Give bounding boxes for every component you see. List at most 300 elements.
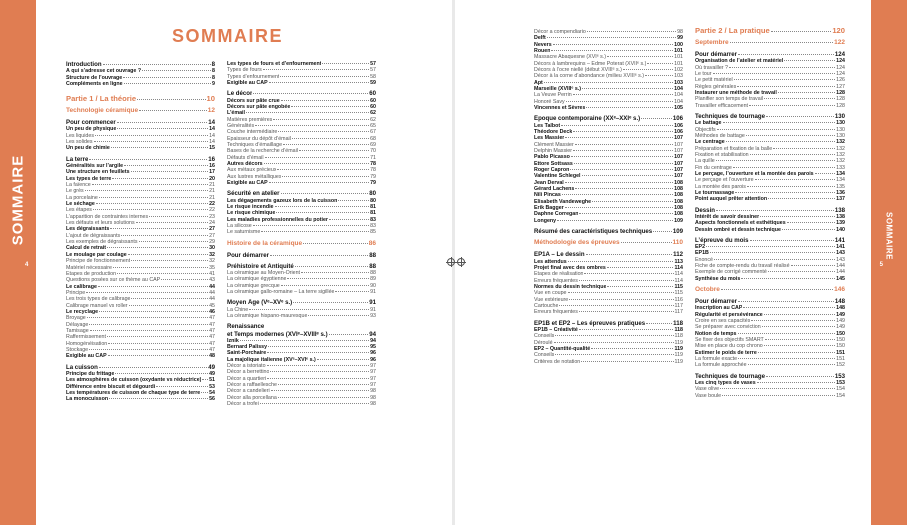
dot-leader [201,392,208,393]
toc-page-number: 115 [674,283,683,290]
toc-entry-title: Décor a istoriato [227,363,266,370]
toc-entry-title: La quille [695,158,715,165]
toc-entry-title: Principe [66,289,86,296]
dot-leader [787,222,836,223]
dot-leader [647,63,673,64]
dot-leader [281,100,369,101]
dot-leader [89,159,207,160]
toc-entry-title: Fiche de compte-rendu du travail réalisé [695,263,790,270]
dot-leader [269,82,369,83]
toc-entry-title: Projet final avec des ombres [534,264,606,271]
toc-entry-title: Décor a candelieri [227,388,270,395]
toc-entry-title: La céramique grecque [227,282,280,289]
toc-entry-title: Renaissance [227,323,265,331]
toc-page-number: 98 [370,394,376,401]
dot-leader [111,147,208,148]
toc-page-number: 97 [370,363,376,370]
toc-page-number: 78 [370,167,376,174]
toc-page-number: 96 [370,350,376,357]
toc-entry-title: Aux métaux précieux [227,167,277,174]
toc-page-number: 14 [209,132,215,139]
toc-entry-title: Pour démarrer [695,298,737,306]
toc-page-number: 108 [674,211,683,218]
toc-page-number: 80 [369,190,376,198]
toc-entry-title: Vase olive [695,386,720,393]
dot-leader [87,317,208,318]
toc-entry-title: La céramique gallo-romaine – La terre sigillée [227,289,335,296]
toc-page-number: 148 [836,305,845,312]
section-heading [534,320,683,327]
toc-entry-title: Aux lustres métalliques [227,173,282,180]
toc-page-number: 124 [836,58,845,65]
dot-leader [757,382,836,383]
dot-leader [85,190,208,191]
dot-leader [764,345,835,346]
toc-page-number: 96 [370,356,376,363]
dot-leader [555,354,673,355]
toc-entry-title: Pablo Picasso [534,154,570,161]
toc-page-number: 32 [209,251,215,258]
toc-entry-title: Pour démarrer [695,51,737,58]
toc-entry-title: Les Talbot [534,122,561,129]
dot-leader [773,148,835,149]
toc-page-number: 79 [370,173,376,180]
dot-leader [110,228,208,229]
dot-leader [750,154,836,155]
toc-page-number: 113 [674,258,683,265]
dot-leader [98,286,208,287]
toc-entry-title: Conseils [534,333,555,340]
dot-leader [722,395,835,396]
toc-page-number: 47 [209,340,215,347]
toc-page-number: 65 [370,122,376,129]
toc-entry-title: Le perçage et l’ouverture [695,177,754,184]
dot-leader [559,305,673,306]
dot-leader [747,186,835,187]
toc-page-number: 132 [836,158,845,165]
dot-leader [246,112,369,113]
toc-page-number: 97 [370,375,376,382]
dot-leader [136,222,208,223]
dot-leader [283,144,369,145]
toc-entry-title: Les types de terre [66,175,112,182]
toc-page-number: 124 [834,51,845,58]
dot-leader [338,200,369,201]
toc-page-number: 132 [836,139,845,146]
dot-leader [607,267,674,268]
toc-entry-title: Calcul de retrait [66,245,107,252]
toc-page-number: 93 [370,312,376,319]
toc-entry-title: Longeny [534,217,557,224]
dot-leader [738,54,834,55]
toc-entry [66,145,215,151]
toc-page-number: 136 [836,189,845,196]
toc-entry-title: Délayage [66,321,89,328]
toc-page-number: 88 [370,270,376,277]
toc-entry-title: Iznik [227,337,239,344]
toc-entry-title: L’épreuve du mois [695,236,749,244]
registration-mark-icon [447,258,455,266]
dot-leader [161,279,208,280]
toc-entry-title: Ettore Sottsass [534,160,573,167]
toc-entry-title: Les attendus [534,258,567,265]
toc-page-number: 47 [209,321,215,328]
toc-page-number: 143 [836,256,845,263]
toc-page-number: 23 [209,213,215,220]
section-heading [227,90,376,97]
section-heading [534,251,683,258]
dot-leader [743,307,835,308]
chapter-heading [534,239,683,247]
toc-page-number: 154 [836,386,845,393]
toc-entry-title: Décor a quartieri [227,375,267,382]
toc-page-number: 94 [369,330,376,338]
dot-leader [717,129,836,130]
toc-page-number: 60 [369,90,376,98]
toc-page-number: 68 [370,135,376,142]
toc-entry-title: Homogénéisation [66,340,108,347]
left-page-number: 4 [25,262,29,268]
toc-page-number: 117 [674,302,683,309]
dot-leader [607,286,673,287]
toc-page-number: 57 [370,61,376,67]
toc-entry [534,105,683,111]
toc-page-number: 107 [674,160,683,167]
dot-leader [103,64,211,65]
toc-page-number: 69 [370,141,376,148]
toc-page-number: 150 [836,337,845,344]
dot-leader [117,273,208,274]
section-heading [66,156,215,163]
toc-page-number: 20 [209,175,215,182]
toc-entry-title: Décor à la corne d’abondance (milieu XVIIIᵉ s.) [534,73,645,80]
dot-leader [735,192,835,193]
toc-page-number: 8 [212,74,215,81]
dot-leader [579,213,673,214]
toc-entry-title: Le risque chimique [227,210,276,217]
toc-entry-title: L’apparition de contraintes internes [66,213,149,220]
toc-entry-title: Le petit matériel [695,77,733,84]
dot-leader [575,188,673,189]
toc-page-number: 21 [209,182,215,189]
toc-entry-title: Erreurs fréquentes [534,277,578,284]
dot-leader [726,141,835,142]
toc-entry-title: Un peu de physique [66,126,117,133]
toc-entry-title: La porcelaine [66,194,98,201]
toc-page-number: 83 [370,222,376,229]
toc-entry-title: Méthodes de battage [695,132,745,139]
left-page [0,0,452,525]
toc-column-1 [66,61,215,403]
toc-page-number: 21 [209,188,215,195]
toc-entry-title: Erreurs fréquentes [534,309,578,316]
dot-leader [586,254,673,255]
dot-leader [762,326,835,327]
dot-leader [109,398,208,399]
dot-leader [271,390,369,391]
toc-page-number: 114 [674,264,683,271]
section-heading [66,61,215,68]
toc-entry-title: Les défauts et leurs solutions [66,220,135,227]
section-heading [534,228,683,235]
toc-page-number: 97 [370,369,376,376]
toc-entry-title: Fixation et stabilisation [695,151,749,158]
toc-entry-title: Vase boule [695,392,722,399]
toc-entry-title: Techniques de tournage [695,112,765,120]
toc-entry-title: Bernard Palissy [227,344,268,351]
dot-leader [746,135,835,136]
toc-entry-title: Aspects fonctionnels et esthétiques [695,220,786,227]
toc-entry-title: La céramique au Moyen-Orient [227,270,301,277]
toc-entry-title: Broyage [66,315,86,322]
toc-entry-title: Les dégagements gazeux lors de la cuisson [227,197,338,204]
toc-entry [534,218,683,224]
toc-page-number: 103 [674,73,683,80]
toc-page-number: 49 [208,363,215,371]
toc-entry-title: Le calibrage [66,283,97,290]
toc-page-number: 151 [836,349,845,356]
toc-entry-title: Les atmosphères de cuisson (oxydante vs réductrice) [66,377,202,384]
dot-leader [253,93,368,94]
toc-page-number: 24 [209,220,215,227]
toc-entry-title: EP2 – Quantité-qualité [534,345,591,352]
toc-page-number: 71 [370,154,376,161]
dot-leader [584,273,673,274]
left-band-label: SOMMAIRE [9,154,27,246]
section-heading [227,252,376,259]
section-heading [695,298,845,305]
toc-entry-title: Où travailler ? [695,64,728,71]
toc-entry-title: Calibrage manuel vs roller [66,302,128,309]
toc-entry-title: Mise en place du cop chrono [695,343,763,350]
toc-entry-title: La céramique hispano-mauresque [227,312,308,319]
toc-page-number: 128 [836,96,845,103]
toc-entry-title: EP1B et EP2 – Les épreuves pratiques [534,319,646,327]
dot-leader [565,207,673,208]
dot-leader [93,209,208,210]
toc-entry-title: EP1B – Créativité [534,326,578,333]
dot-leader [107,247,208,248]
toc-page-number: 109 [672,228,683,236]
toc-page-number: 101 [674,54,683,61]
toc-entry-title: Méthodologie des épreuves [534,239,620,247]
dot-leader [128,254,208,255]
toc-entry-title: Le saturnisme [227,229,261,236]
toc-entry [695,276,845,282]
toc-entry-title: Époque contemporaine (XXᵉ–XXIᵉ s.) [534,115,641,123]
toc-page-number: 153 [834,372,845,380]
dot-leader [730,42,834,43]
dot-leader [99,311,208,312]
toc-entry-title: Questions posées sur ce thème au CAP [66,277,161,284]
dot-leader [278,131,369,132]
dot-leader [282,176,369,177]
toc-page-number: 122 [834,39,845,46]
dot-leader [566,101,674,102]
toc-entry-title: Les exemples de dégraissants [66,239,138,246]
toc-page-number: 153 [836,379,845,386]
toc-page-number: 103 [674,79,683,86]
toc-entry-title: Types d’enfournement [227,73,280,80]
toc-page-number: 47 [209,346,215,353]
dot-leader [89,349,208,350]
right-page [455,0,907,525]
dot-leader [760,216,835,217]
toc-page-number: 47 [209,327,215,334]
dot-leader [749,105,835,106]
dot-leader [716,160,835,161]
toc-page-number: 105 [674,105,683,112]
toc-entry-title: Préparation et fixation de la balle [695,145,773,152]
toc-entry-title: Compléments en ligne [66,80,123,87]
dot-leader [277,169,369,170]
toc-entry-title: Le perçage, l’ouverture et la montée des parois [695,170,814,177]
toc-entry-title: Instaurer une méthode de travail [695,89,777,96]
dot-leader [737,86,835,87]
right-side-band [871,0,907,525]
section-heading [227,331,376,338]
toc-page-number: 107 [674,148,683,155]
toc-page-number: 17 [209,169,215,176]
dot-leader [734,79,835,80]
toc-entry-title: La formule approchée [695,362,747,369]
toc-entry [695,103,845,109]
dot-leader [202,379,208,380]
toc-entry-title: Synthèse du mois [695,275,741,282]
dot-leader [791,265,836,266]
dot-leader [582,175,674,176]
toc-entry-title: Décor alla porcellana [227,394,277,401]
toc-page-number: 115 [674,290,683,297]
dot-leader [721,289,833,290]
toc-entry-title: Règles générales [695,83,737,90]
dot-leader [720,388,835,389]
dot-leader [586,107,673,108]
toc-page-number: 141 [836,244,845,251]
toc-entry-title: Étapes de production [66,270,117,277]
toc-page-number: 134 [836,170,845,177]
toc-entry-title: Les trois types de calibrage [66,296,131,303]
toc-page-number: 47 [209,315,215,322]
toc-entry-title: Tamisage [66,327,89,334]
chapter-heading [695,39,845,47]
dot-leader [89,324,208,325]
dot-leader [771,31,832,32]
dot-leader [573,131,673,132]
toc-page-number: 106 [674,122,683,129]
toc-page-number: 138 [836,213,845,220]
toc-page-number: 16 [209,163,215,170]
toc-entry-title: Normes du dessin technique [534,283,607,290]
dot-leader [782,229,835,230]
toc-entry-title: Notion de temps [695,330,737,337]
dot-leader [738,301,834,302]
toc-page-number: 53 [209,383,215,390]
dot-leader [714,259,835,260]
toc-page-number: 114 [674,277,683,284]
toc-page-number: 98 [370,401,376,408]
section-heading [227,263,376,270]
toc-entry-title: Dessin [695,206,715,214]
dot-leader [729,67,835,68]
toc-page-number: 44 [209,289,215,296]
toc-page-number: 106 [672,115,683,123]
toc-page-number: 154 [836,392,845,399]
toc-entry-title: Le tour [695,70,712,77]
toc-page-number: 137 [836,196,845,203]
dot-leader [280,76,369,77]
toc-page-number: 67 [370,129,376,136]
toc-entry-title: Généralités [227,122,255,129]
dot-leader [544,82,673,83]
dot-leader [117,122,207,123]
toc-page-number: 97 [370,382,376,389]
toc-entry-title: Les étapes [66,207,92,214]
toc-entry-title: Le grès [66,188,84,195]
section-heading [227,323,376,330]
toc-entry [695,196,845,202]
toc-page-number: 22 [209,207,215,214]
toc-entry-title: Le tournassage [695,189,735,196]
dot-leader [95,135,208,136]
toc-entry-title: Apt [534,79,543,86]
dot-leader [565,137,673,138]
toc-entry-title: Étapes de réalisation [534,271,584,278]
dot-leader [764,314,835,315]
toc-entry-title: Estimer le poids de terre [695,349,757,356]
toc-entry-title: Pour commencer [66,119,116,127]
dot-leader [329,219,369,220]
toc-entry-title: Les liquides [66,132,94,139]
toc-page-number: 81 [370,203,376,210]
dot-leader [276,212,369,213]
dot-leader [139,110,207,111]
dot-leader [591,348,673,349]
toc-page-number: 21 [209,194,215,201]
toc-entry [695,227,845,233]
dot-leader [322,63,369,64]
toc-entry [227,229,376,235]
toc-page-number: 132 [836,145,845,152]
toc-page-number: 119 [674,352,683,359]
toc-page-number: 44 [209,296,215,303]
toc-page-number: 149 [836,318,845,325]
toc-page-number: 135 [836,183,845,190]
dot-leader [269,182,369,183]
toc-page-number: 62 [370,110,376,117]
toc-entry [66,396,215,402]
toc-page-number: 78 [370,161,376,168]
toc-page-number: 130 [834,112,845,120]
toc-entry-title: Régularité et persévérance [695,311,763,318]
dot-leader [90,330,208,331]
dot-leader [815,173,836,174]
toc-page-number: 119 [674,345,683,352]
toc-entry-title: Décor a berrettino [227,369,270,376]
toc-page-number: 30 [209,245,215,252]
toc-entry-title: Une structure en feuillets [66,169,130,176]
chapter-heading [66,107,215,115]
part-heading [66,94,215,103]
dot-leader [270,371,369,372]
dot-leader [131,260,208,261]
toc-entry-title: À qui s’adresse cet ouvrage ? [66,68,142,75]
dot-leader [293,302,368,303]
toc-entry-title: EP1B [695,250,709,257]
toc-page-number: 108 [674,198,683,205]
dot-leader [261,231,369,232]
toc-page-number: 41 [209,270,215,277]
